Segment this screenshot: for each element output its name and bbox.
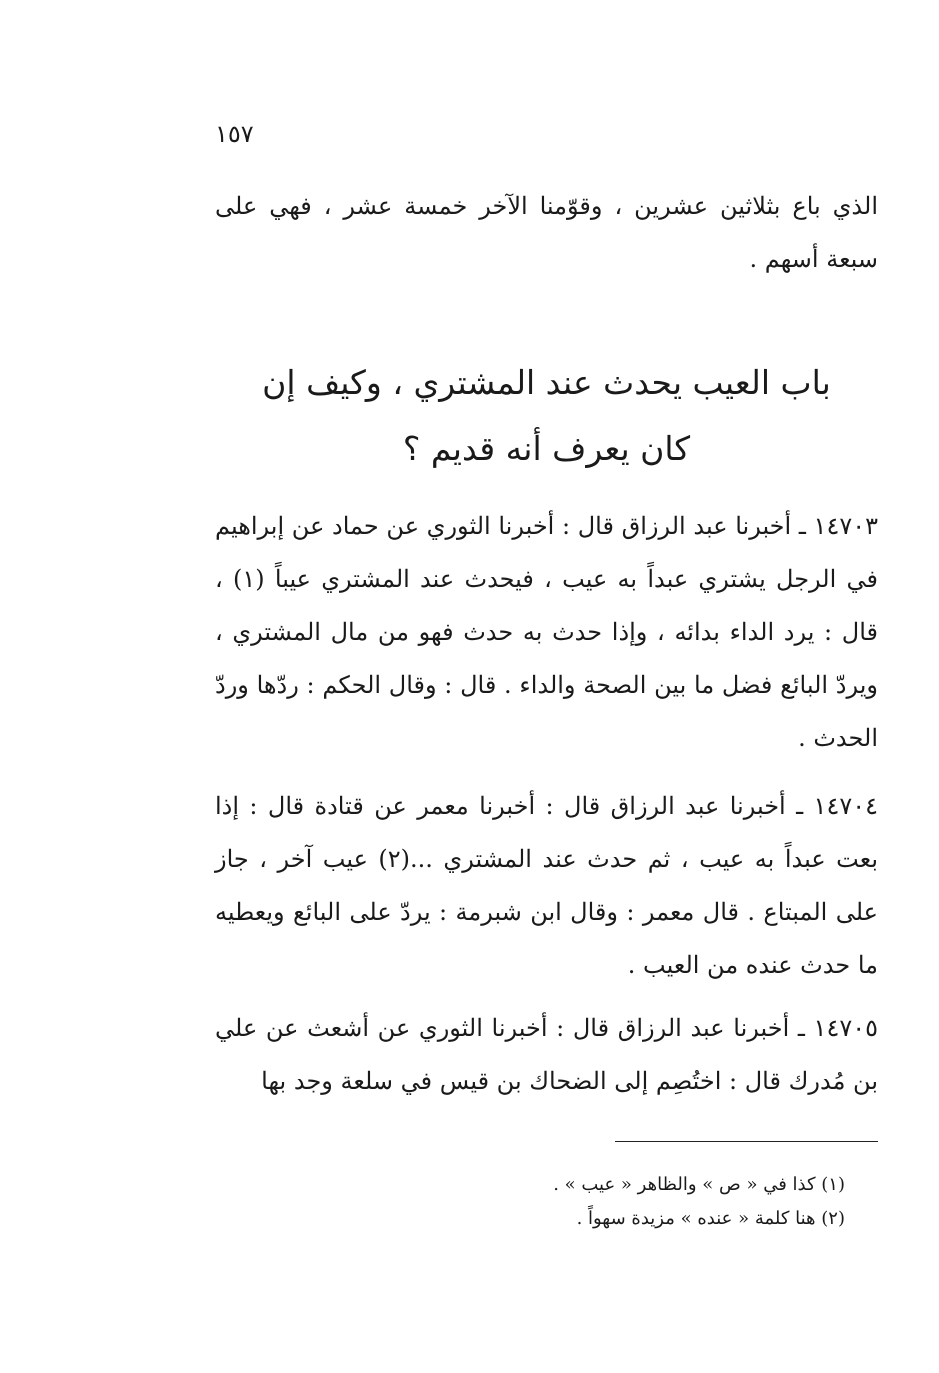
hadith-paragraph-14705 [215,1002,878,1108]
paragraph-text: ١٤٧٠٤ ـ أخبرنا عبد الرزاق قال : أخبرنا معمر عن قتادة قال : إذا بعت عبداً به عيب ، ثم حدث عند المشتري ...(٢) عيب آخر ، جاز على المبتاع . قال معمر : وقال ابن شبرمة : يردّ على البائع ويعطيه ما حدث عنده من العيب . [215,792,878,979]
footnotes [400,1168,845,1236]
paragraph-text: ١٤٧٠٣ ـ أخبرنا عبد الرزاق قال : أخبرنا الثوري عن حماد عن إبراهيم في الرجل يشتري عبداً به عيب ، فيحدث عند المشتري عيباً (١) ، قال : يرد الداء بدائه ، وإذا حدث به حدث فهو من مال المشتري ، ويردّ البائع فضل ما بين الصحة والداء . قال : وقال الحكم : ردّها وردّ الحدث . [215,512,878,752]
chapter-heading-line-1: باب العيب يحدث عند المشتري ، وكيف إن [262,363,831,402]
chapter-heading [215,350,878,482]
page-number: ١٥٧ [215,120,254,148]
hadith-paragraph-14704 [215,780,878,992]
footnote-2: (٢) هنا كلمة « عنده » مزيدة سهواً . [576,1208,845,1229]
chapter-heading-line-2: كان يعرف أنه قديم ؟ [402,429,691,468]
intro-paragraph [215,180,878,286]
hadith-paragraph-14703 [215,500,878,765]
paragraph-text: ١٤٧٠٥ ـ أخبرنا عبد الرزاق قال : أخبرنا الثوري عن أشعث عن علي بن مُدرك قال : اختُصِم إلى الضحاك بن قيس في سلعة وجد بها [215,1014,878,1095]
footnote-1: (١) كذا في « ص » والظاهر « عيب » . [553,1174,845,1195]
footnote-divider [615,1141,878,1142]
intro-text: الذي باع بثلاثين عشرين ، وقوّمنا الآخر خمسة عشر ، فهي على سبعة أسهم . [215,192,879,273]
